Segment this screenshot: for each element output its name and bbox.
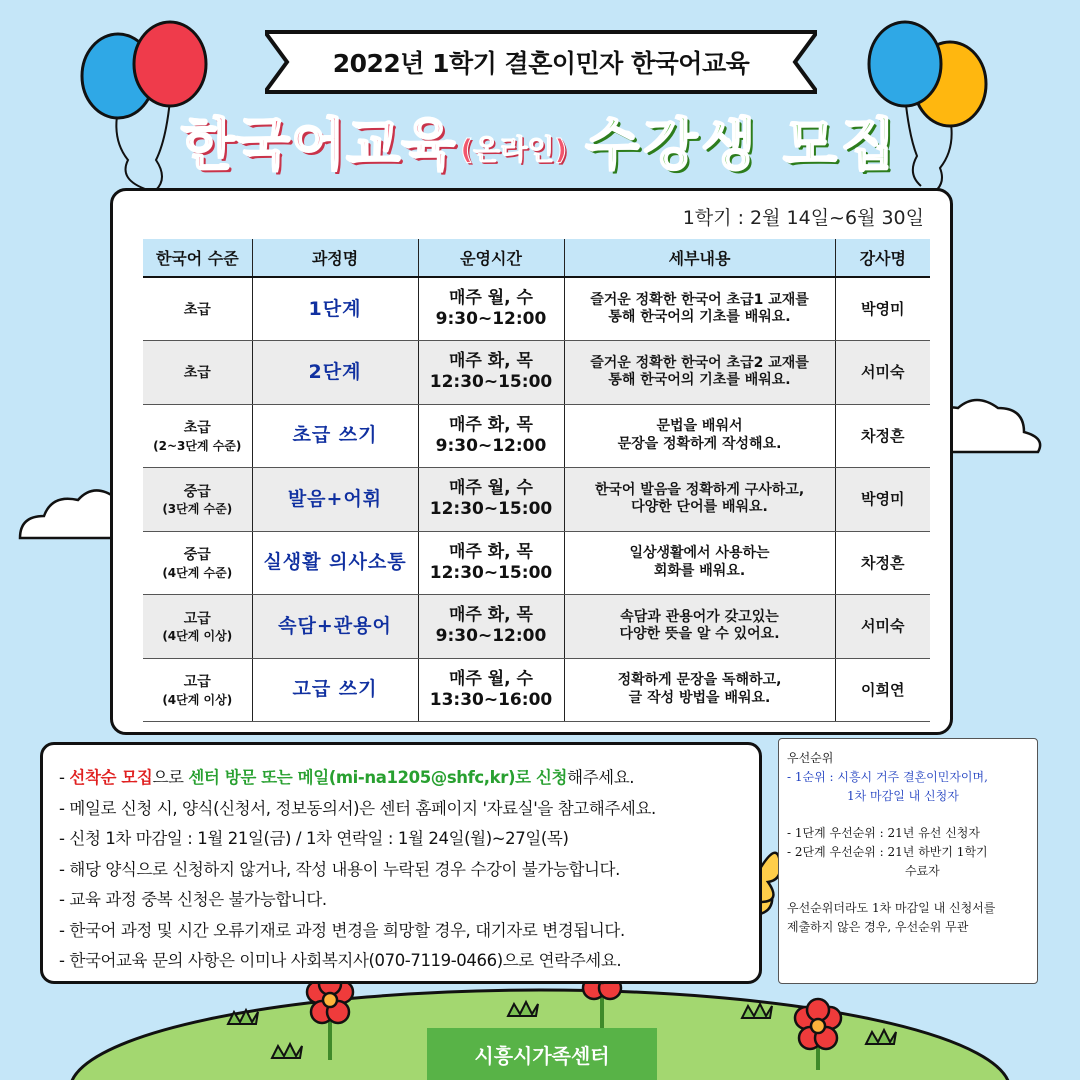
- course-name: 2단계: [308, 360, 362, 383]
- notice-highlight-green: 센터 방문 또는 메일(mi-na1205@shfc,kr)로 신청: [188, 768, 568, 787]
- notice-highlight-red: 선착순 모집: [69, 768, 153, 787]
- time-cell: [418, 277, 564, 341]
- notice-item: - 메일로 신청 시, 양식(신청서, 정보동의서)은 센터 홈페이지 '자료실'을 참고해주세요.: [59, 798, 656, 818]
- time-cell: [418, 658, 564, 722]
- detail-line: 문법을 배워서: [656, 418, 743, 435]
- detail-line: 한국어 발음을 정확하게 구사하고,: [594, 481, 805, 498]
- teacher-name: 서미숙: [861, 617, 905, 636]
- level-note: (4단계 수준): [162, 565, 233, 580]
- organization-label: 시흥시가족센터: [427, 1028, 657, 1080]
- detail-cell: [564, 658, 835, 722]
- level-cell: [143, 531, 252, 595]
- detail-cell: [564, 341, 835, 405]
- course-cell: [252, 277, 418, 341]
- table-row: [143, 658, 930, 722]
- course-name: 초급 쓰기: [292, 424, 378, 447]
- level-cell: [143, 595, 252, 659]
- level-note: (2~3단계 수준): [153, 438, 242, 453]
- teacher-name: 차정흔: [861, 553, 905, 572]
- detail-line: 다양한 뜻을 알 수 있어요.: [619, 626, 780, 643]
- teacher-cell: [835, 595, 930, 659]
- course-name: 1단계: [308, 297, 362, 320]
- table-row: [143, 468, 930, 532]
- detail-line: 속담과 관용어가 갖고있는: [620, 608, 779, 625]
- priority-rank1-cont: 1차 마감일 내 신청자: [847, 789, 959, 803]
- table-header-row: [143, 239, 930, 277]
- headline-part1: 한국어교육: [180, 113, 457, 178]
- course-cell: [252, 468, 418, 532]
- notice-item: - 해당 양식으로 신청하지 않거나, 작성 내용이 누락된 경우 수강이 불가능합니다.: [59, 859, 620, 879]
- table-row: [143, 595, 930, 659]
- table-row: [143, 531, 930, 595]
- notice-prefix: -: [59, 768, 70, 787]
- schedule-card: [110, 188, 953, 735]
- level-cell: [143, 404, 252, 468]
- notice-item: - 한국어교육 문의 사항은 이미나 사회복지사(070-7119-0466)으로 연락주세요.: [59, 951, 622, 970]
- level-text: 중급: [183, 483, 211, 500]
- time-days: 매주 월, 수: [449, 287, 533, 308]
- time-days: 매주 월, 수: [449, 478, 533, 498]
- priority-title: 우선순위: [787, 751, 834, 765]
- detail-cell: [564, 531, 835, 595]
- detail-line: 통해 한국어의 기초를 배워요.: [608, 309, 791, 325]
- teacher-cell: [835, 531, 930, 595]
- level-text: 초급: [183, 420, 211, 437]
- notice-item: [59, 763, 745, 794]
- priority-step2-cont: 수료자: [905, 864, 940, 878]
- priority-step2: - 2단계 우선순위 : 21년 하반기 1학기: [787, 845, 988, 859]
- course-name: 속담+관용어: [278, 614, 392, 637]
- column-header: 강사명: [835, 239, 930, 277]
- level-cell: [143, 277, 252, 341]
- course-cell: [252, 341, 418, 405]
- notice-item: - 한국어 과정 및 시간 오류기재로 과정 변경을 희망할 경우, 대기자로 변경됩니다.: [59, 920, 625, 940]
- course-name: 발음+어휘: [287, 487, 383, 510]
- time-days: 매주 화, 목: [449, 414, 533, 435]
- time-hours: 12:30~15:00: [429, 372, 553, 393]
- level-cell: [143, 658, 252, 722]
- notice-text: 해주세요.: [567, 768, 635, 787]
- table-row: [143, 277, 930, 341]
- time-days: 매주 화, 목: [449, 541, 533, 562]
- priority-footer-cont: 제출하지 않은 경우, 우선순위 무관: [787, 920, 969, 934]
- time-days: 매주 화, 목: [449, 605, 533, 625]
- teacher-cell: [835, 277, 930, 341]
- column-header: 세부내용: [564, 239, 835, 277]
- headline-part2: 수강생 모집: [585, 113, 900, 178]
- detail-cell: [564, 404, 835, 468]
- semester-period: 1학기 : 2월 14일~6월 30일: [682, 207, 924, 229]
- notice-item: - 교육 과정 중복 신청은 불가능합니다.: [59, 890, 327, 909]
- time-cell: [418, 531, 564, 595]
- table-row: [143, 404, 930, 468]
- teacher-name: 이희연: [861, 680, 905, 699]
- time-hours: 9:30~12:00: [435, 626, 547, 647]
- detail-cell: [564, 468, 835, 532]
- teacher-name: 서미숙: [861, 363, 905, 382]
- course-cell: [252, 658, 418, 722]
- time-hours: 9:30~12:00: [435, 309, 547, 329]
- page-title: [150, 100, 930, 182]
- teacher-name: 박영미: [861, 300, 905, 318]
- column-header: 과정명: [252, 239, 418, 277]
- teacher-cell: [835, 658, 930, 722]
- course-name: 고급 쓰기: [292, 678, 378, 701]
- teacher-cell: [835, 341, 930, 405]
- level-note: (4단계 이상): [162, 629, 233, 644]
- time-days: 매주 월, 수: [449, 668, 533, 689]
- notice-text: 으로: [152, 768, 189, 787]
- headline-paren: (온라인): [460, 133, 568, 166]
- banner-subtitle: 2022년 1학기 결혼이민자 한국어교육: [332, 49, 750, 78]
- time-cell: [418, 404, 564, 468]
- detail-line: 글 작성 방법을 배워요.: [628, 689, 771, 706]
- column-header: 한국어 수준: [143, 239, 252, 277]
- detail-line: 즐거운 정확한 한국어 초급2 교재를: [590, 354, 809, 371]
- time-cell: [418, 595, 564, 659]
- level-text: 중급: [183, 547, 211, 564]
- detail-line: 정확하게 문장을 독해하고,: [617, 672, 782, 689]
- detail-line: 통해 한국어의 기초를 배워요.: [608, 372, 791, 389]
- column-header: 운영시간: [418, 239, 564, 277]
- teacher-cell: [835, 404, 930, 468]
- priority-rank1: - 1순위 : 시흥시 거주 결혼이민자이며,: [787, 770, 988, 784]
- detail-line: 회화를 배워요.: [653, 562, 746, 579]
- detail-cell: [564, 277, 835, 341]
- priority-footer: 우선순위더라도 1차 마감일 내 신청서를: [787, 901, 996, 915]
- level-cell: [143, 341, 252, 405]
- notice-box: [40, 742, 762, 984]
- time-hours: 9:30~12:00: [435, 435, 547, 456]
- title-ribbon: [265, 28, 817, 96]
- course-cell: [252, 595, 418, 659]
- detail-line: 일상생활에서 사용하는: [629, 545, 770, 562]
- course-cell: [252, 531, 418, 595]
- detail-cell: [564, 595, 835, 659]
- time-cell: [418, 341, 564, 405]
- detail-line: 즐거운 정확한 한국어 초급1 교재를: [590, 291, 809, 308]
- priority-box: [778, 738, 1038, 984]
- time-hours: 12:30~15:00: [429, 562, 553, 583]
- notice-list: [59, 763, 745, 977]
- teacher-cell: [835, 468, 930, 532]
- level-note: (4단계 이상): [162, 692, 233, 707]
- level-text: 고급: [183, 674, 211, 691]
- teacher-name: 차정흔: [861, 426, 905, 445]
- time-cell: [418, 468, 564, 532]
- time-hours: 13:30~16:00: [429, 689, 553, 710]
- schedule-table: [143, 239, 930, 722]
- priority-step1: - 1단계 우선순위 : 21년 유선 신청자: [787, 826, 980, 840]
- time-days: 매주 화, 목: [449, 351, 533, 371]
- time-hours: 12:30~15:00: [429, 499, 553, 520]
- detail-line: 문장을 정확하게 작성해요.: [617, 435, 782, 452]
- table-row: [143, 341, 930, 405]
- level-text: 고급: [183, 610, 211, 627]
- detail-line: 다양한 단어를 배워요.: [631, 499, 768, 516]
- level-note: (3단계 수준): [162, 502, 233, 517]
- teacher-name: 박영미: [861, 490, 905, 509]
- level-cell: [143, 468, 252, 532]
- course-name: 실생활 의사소통: [263, 551, 407, 574]
- level-text: 초급: [183, 364, 211, 381]
- level-text: 초급: [183, 301, 211, 318]
- course-cell: [252, 404, 418, 468]
- notice-item: - 신청 1차 마감일 : 1월 21일(금) / 1차 연락일 : 1월 24일(월)~27일(목): [59, 829, 569, 848]
